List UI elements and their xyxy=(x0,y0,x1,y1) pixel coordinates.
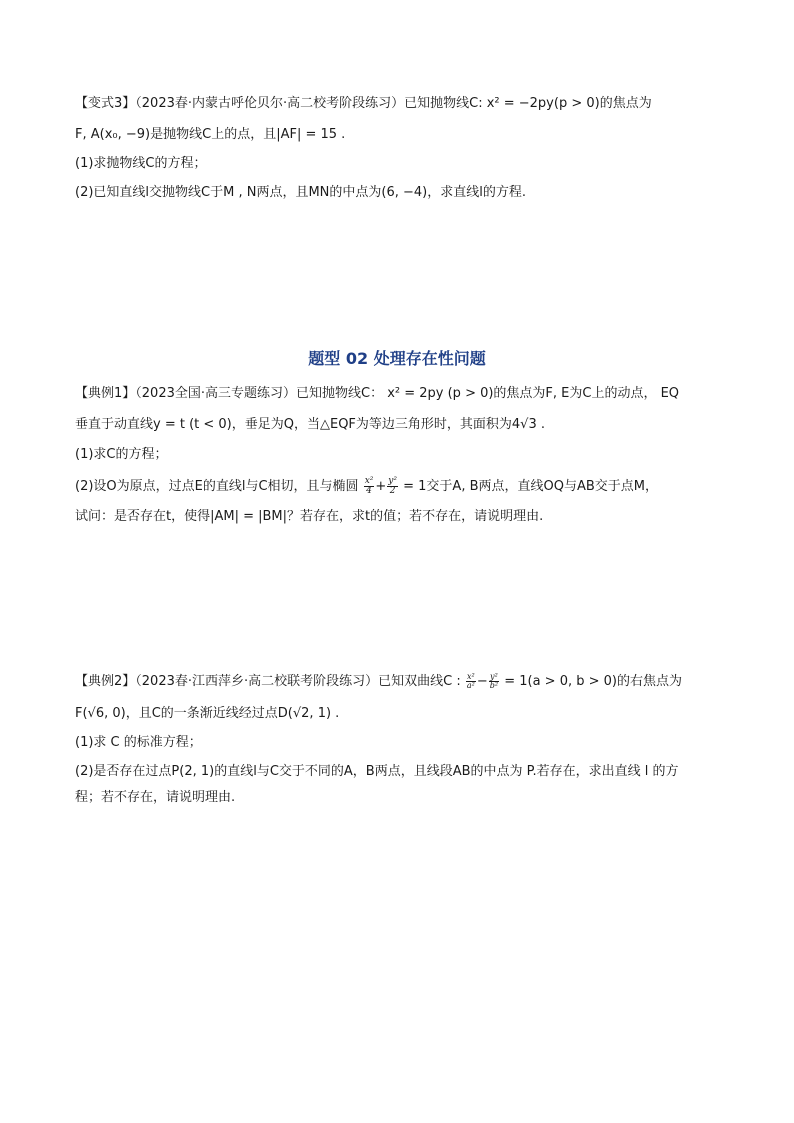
example-1-q2-suffix: = 1交于A, B两点，直线OQ与AB交于点M， xyxy=(403,479,659,494)
variant-3-line-1: 【变式3】（2023春·内蒙古呼伦贝尔·高二校考阶段练习）已知抛物线C: x² = −2py(p > 0)的焦点为 xyxy=(75,96,652,111)
example-1-line-2: 垂直于动直线y = t (t < 0)，垂足为Q，当△EQF为等边三角形时，其面积为4√3 . xyxy=(75,417,545,432)
ellipse-fraction-x-numerator: x² xyxy=(364,476,374,486)
hyperbola-fraction-y xyxy=(489,673,499,690)
hyperbola-fraction-x-denominator: a² xyxy=(466,681,475,690)
example-1-problem xyxy=(75,384,725,527)
example-2-question-2: (2)是否存在过点P(2, 1)的直线l与C交于不同的A，B两点，且线段AB的中点为 P.若存在，求出直线 l 的方 xyxy=(75,764,679,779)
example-2-question-2-line-2: 程；若不存在，请说明理由. xyxy=(75,790,236,805)
example-1-question-2-line-2: 试问：是否存在t，使得|AM| = |BM|？若存在，求t的值；若不存在，请说明理由. xyxy=(75,509,544,524)
variant-3-question-2: (2)已知直线l交抛物线C于M , N两点，且MN的中点为(6, −4)，求直线l的方程. xyxy=(75,185,526,200)
variant-3-line-2: F, A(x₀, −9)是抛物线C上的点，且|AF| = 15 . xyxy=(75,127,346,142)
example-2-line-1 xyxy=(75,672,725,692)
hyperbola-fraction-x xyxy=(466,673,476,690)
section-title: 题型 02 处理存在性问题 xyxy=(308,349,486,368)
variant-3-problem xyxy=(75,94,725,203)
hyperbola-fraction-x-numerator: x² xyxy=(466,672,475,681)
example-1-q2-prefix: (2)设O为原点，过点E的直线l与C相切，且与椭圆 xyxy=(75,479,359,494)
hyperbola-fraction-y-denominator: b² xyxy=(489,681,499,690)
ellipse-fraction-x xyxy=(364,477,375,496)
plus-sign: + xyxy=(375,479,387,494)
example-1-question-1: (1)求C的方程； xyxy=(75,447,168,462)
example-2-problem xyxy=(75,672,725,808)
example-2-line-1-suffix: = 1(a > 0, b > 0)的右焦点为 xyxy=(504,674,682,689)
ellipse-fraction-y-denominator: 2 xyxy=(389,486,396,496)
variant-3-question-1: (1)求抛物线C的方程； xyxy=(75,156,207,171)
minus-sign: − xyxy=(476,674,488,689)
example-2-line-1-prefix: 【典例2】（2023春·江西萍乡·高二校联考阶段练习）已知双曲线C : xyxy=(75,674,461,689)
example-1-question-2 xyxy=(75,477,725,497)
ellipse-fraction-y xyxy=(387,477,398,496)
example-1-line-1: 【典例1】（2023全国·高三专题练习）已知抛物线C： x² = 2py (p > 0)的焦点为F, E为C上的动点， EQ xyxy=(75,386,680,401)
hyperbola-fraction-y-numerator: y² xyxy=(490,672,498,681)
ellipse-fraction-y-numerator: y² xyxy=(388,476,397,486)
example-2-question-1: (1)求 C 的标准方程； xyxy=(75,735,202,750)
ellipse-fraction-x-denominator: 4 xyxy=(366,486,372,496)
example-2-line-2: F(√6, 0)，且C的一条渐近线经过点D(√2, 1) . xyxy=(75,706,340,721)
